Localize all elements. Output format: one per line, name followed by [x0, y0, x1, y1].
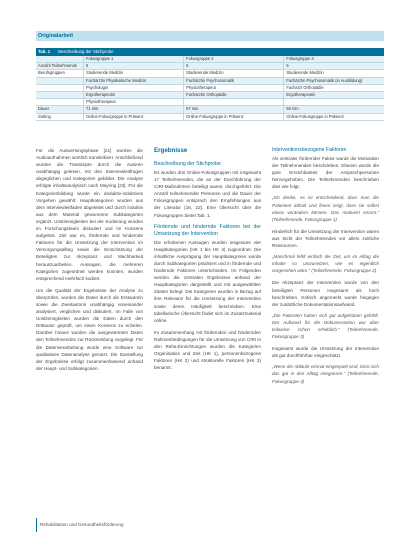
table-cell: 71 min	[84, 106, 184, 113]
table-cell: 50 min	[284, 106, 384, 113]
paragraph: Die erhobenen Aussagen wurden insgesamt vier Hauptkategorien (HK 1 bis HK 4) zugeordnet. Die inhaltliche Ausprägung der Hauptkategorien wurde durch Subkategorien präzisiert und in fördernde und hindernde Faktoren unterschieden. Im Folgenden werden die zentralen Ergebnisse anhand der Hauptkategorien dargestellt und mit ausgewählten Zitaten belegt. Die Kategorien wurden in Bezug auf ihre Relevanz für die Umsetzung der Intervention sowie deren Häufigkeit beschrieben. Eine tabellarische Übersicht findet sich im Zusatzmaterial online.	[154, 239, 261, 323]
table-row	[36, 113, 384, 120]
table-caption	[36, 48, 384, 56]
table-cell: Physiotherapeut	[184, 84, 284, 91]
table-row	[36, 77, 384, 84]
subheading-faktoren: Fördernde und hindernde Faktoren bei der Umsetzung der Intervention	[154, 223, 261, 237]
table-cell: Online-Fokusgruppe in Präsenz	[284, 113, 384, 120]
table-row	[36, 106, 384, 113]
table-cell: Berufsgruppen	[36, 70, 84, 77]
text-column-3	[272, 147, 379, 385]
subheading-stichprobe: Beschreibung der Stichprobe	[154, 161, 221, 167]
table-cell: 6	[284, 63, 384, 70]
table-row	[36, 70, 384, 77]
section-label: Originalarbeit	[36, 31, 384, 41]
table-cell	[36, 99, 84, 106]
text-column-2	[154, 147, 261, 371]
table-cell	[36, 56, 84, 63]
table-cell	[36, 92, 84, 99]
table-row	[36, 84, 384, 91]
table-cell: Ergotherapeutin	[84, 92, 184, 99]
table-cell: Studierende Medizin	[184, 70, 284, 77]
table-row	[36, 99, 384, 106]
paragraph: Für die Auswertungsphase [21] wurden die Audioaufnahmen wörtlich transkribiert. Anschließend wurden die Transkripte durch die Autoren unabhängig gelesen, mit den Interviewleitfragen abgeglichen und Kategorien gebildet. Die Analyse erfolgte inhaltsanalytisch nach Mayring [23]. Für die Kategorienbildung wurde ein deduktiv-induktives Vorgehen gewählt: Hauptkategorien wurden aus dem Interviewleitfaden abgeleitet und durch induktiv aus dem Material gewonnene Subkategorien ergänzt. Unstimmigkeiten bei der Kodierung wurden im Forschungsteam diskutiert und im Konsens aufgelöst. Ziel war es, fördernde und hindernde Faktoren für die Umsetzung der Intervention im Versorgungsalltag sowie die Einschätzung der Beteiligten zur Akzeptanz und Machbarkeit herauszuarbeiten. Aussagen, die mehreren Kategorien zugeordnet werden konnten, wurden entsprechend mehrfach kodiert.	[36, 148, 143, 281]
table-cell: Studierende Medizin	[84, 70, 184, 77]
journal-name: Rehabilitation und Gesundheitsförderung	[40, 522, 124, 527]
table-cell	[284, 99, 384, 106]
table-title: Beschreibung der Stichprobe	[58, 49, 114, 54]
quote: „Wenn die Abläufe einmal eingespielt sind, lässt sich das gut in den Alltag integrieren.“ (Teilnehmende, Fokusgruppe 3)	[272, 364, 379, 384]
quote: „Ich denke, es ist entscheidend, dass man die Patienten abholt und ihnen zeigt, dass sie selbst etwas verändern können. Das motiviert enorm.“ (Teilnehmende, Fokusgruppe 1)	[272, 195, 379, 222]
table-row	[36, 92, 384, 99]
table-cell: Physiotherapeut	[84, 99, 184, 106]
table-cell: Anzahl Teilnehmende	[36, 63, 84, 70]
paragraph: Insgesamt wurde die Umsetzung der Intervention als gut durchführbar eingeschätzt.	[272, 346, 379, 359]
table-cell: Fokusgruppe 1	[84, 56, 184, 63]
table-number: Tab. 1	[38, 49, 51, 54]
table-cell: Studierende Medizin	[284, 70, 384, 77]
table-cell	[36, 84, 84, 91]
table-row	[36, 56, 384, 63]
table-row	[36, 63, 384, 70]
paragraph: Um die Qualität der Ergebnisse der Analyse zu überprüfen, wurden die Daten durch die Erstautorin sowie die Zweitautorin unabhängig voneinander analysiert, verglichen und diskutiert. Im Falle von Unstimmigkeiten wurden die Daten durch den Drittautor geprüft, um einen Konsens zu erzielen. Darüber hinaus wurden die ausgewerteten Daten den Teilnehmenden zur Rückmeldung vorgelegt. Für die Datenverarbeitung wurde eine Software zur qualitativen Datenanalyse genutzt. Die Darstellung der Ergebnisse erfolgt zusammenfassend anhand der Haupt- und Subkategorien.	[36, 287, 143, 371]
table-cell: Fachärztin Orthopädie	[184, 92, 284, 99]
table-cell: Fachärztin Psychosomatik (in Ausbildung)	[284, 77, 384, 84]
table-cell: Psychologin	[84, 84, 184, 91]
paragraph: Im Zusammenhang mit fördernden und hindernden Rahmenbedingungen für die Umsetzung von CIRI in den Reha-Einrichtungen wurden die Kategorien Organisation und Zeit (HK 1), personenbezogene Faktoren (HK 2) und strukturelle Faktoren (HK 3) benannt.	[154, 329, 261, 371]
table-cell: Setting	[36, 113, 84, 120]
stichprobe-table	[36, 48, 384, 121]
table-cell: Fokusgruppe 2	[184, 56, 284, 63]
table-cell: Fachärztin Psychosomatik	[184, 77, 284, 84]
quote: „Die Patienten haben sich gut aufgehoben gefühlt. Der Aufwand für die Dokumentation war aber teilweise schon erheblich.“ (Teilnehmende, Fokusgruppe 3)	[272, 312, 379, 340]
table-cell: Fachärztin Physikalische Medizin	[84, 77, 184, 84]
paragraph: Die Akzeptanz der Intervention wurde von den beteiligten Personen insgesamt als hoch beschrieben. Kritisch angemerkt wurde hingegen der zusätzliche Dokumentationsaufwand.	[272, 280, 379, 307]
paragraph: Es wurden drei Online-Fokusgruppen mit insgesamt 17 Teilnehmenden, die an der Durchführung der CIRI-Maßnahmen beteiligt waren, durchgeführt. Die Anzahl teilnehmender Personen und die Dauer der Fokusgruppen entsprach den Empfehlungen aus der Literatur [16, 22]. Eine Übersicht über die Fokusgruppen bietet Tab. 1.	[154, 170, 261, 218]
subheading-interventionsbezogen: Interventionsbezogene Faktoren	[272, 147, 347, 153]
table-cell: 6	[184, 63, 284, 70]
table-cell: Fokusgruppe 3	[284, 56, 384, 63]
footer-rule	[36, 518, 37, 532]
paragraph: Als zentraler fördernder Faktor wurde die Motivation der Teilnehmenden beschrieben. Ebenso wurde die gute Erreichbarkeit der Ansprechpersonen hervorgehoben. Die Teilnehmenden beschrieben dies wie folgt:	[272, 156, 379, 190]
table-cell: Ergotherapeutin	[284, 92, 384, 99]
paragraph: Hinderlich für die Umsetzung der Intervention waren aus Sicht der Teilnehmenden vor allem zeitliche Ressourcen.	[272, 228, 379, 249]
table-cell: Facharzt Orthopädie	[284, 84, 384, 91]
table-cell: Online-Fokusgruppe in Präsenz	[184, 113, 284, 120]
section-heading-ergebnisse: Ergebnisse	[154, 147, 188, 154]
table-cell	[184, 99, 284, 106]
table-cell: Online-Fokusgruppe in Präsenz	[84, 113, 184, 120]
table-body	[36, 56, 384, 121]
text-column-1	[36, 147, 143, 372]
table-cell: 5	[84, 63, 184, 70]
table-cell: 67 min	[184, 106, 284, 113]
quote: „Manchmal fehlt einfach die Zeit, um im Alltag die Inhalte so umzusetzen, wie es eigentlich vorgesehen wäre.“ (Teilnehmende, Fokusgruppe 2)	[272, 254, 379, 274]
table-cell	[36, 77, 84, 84]
table-cell: Dauer	[36, 106, 84, 113]
